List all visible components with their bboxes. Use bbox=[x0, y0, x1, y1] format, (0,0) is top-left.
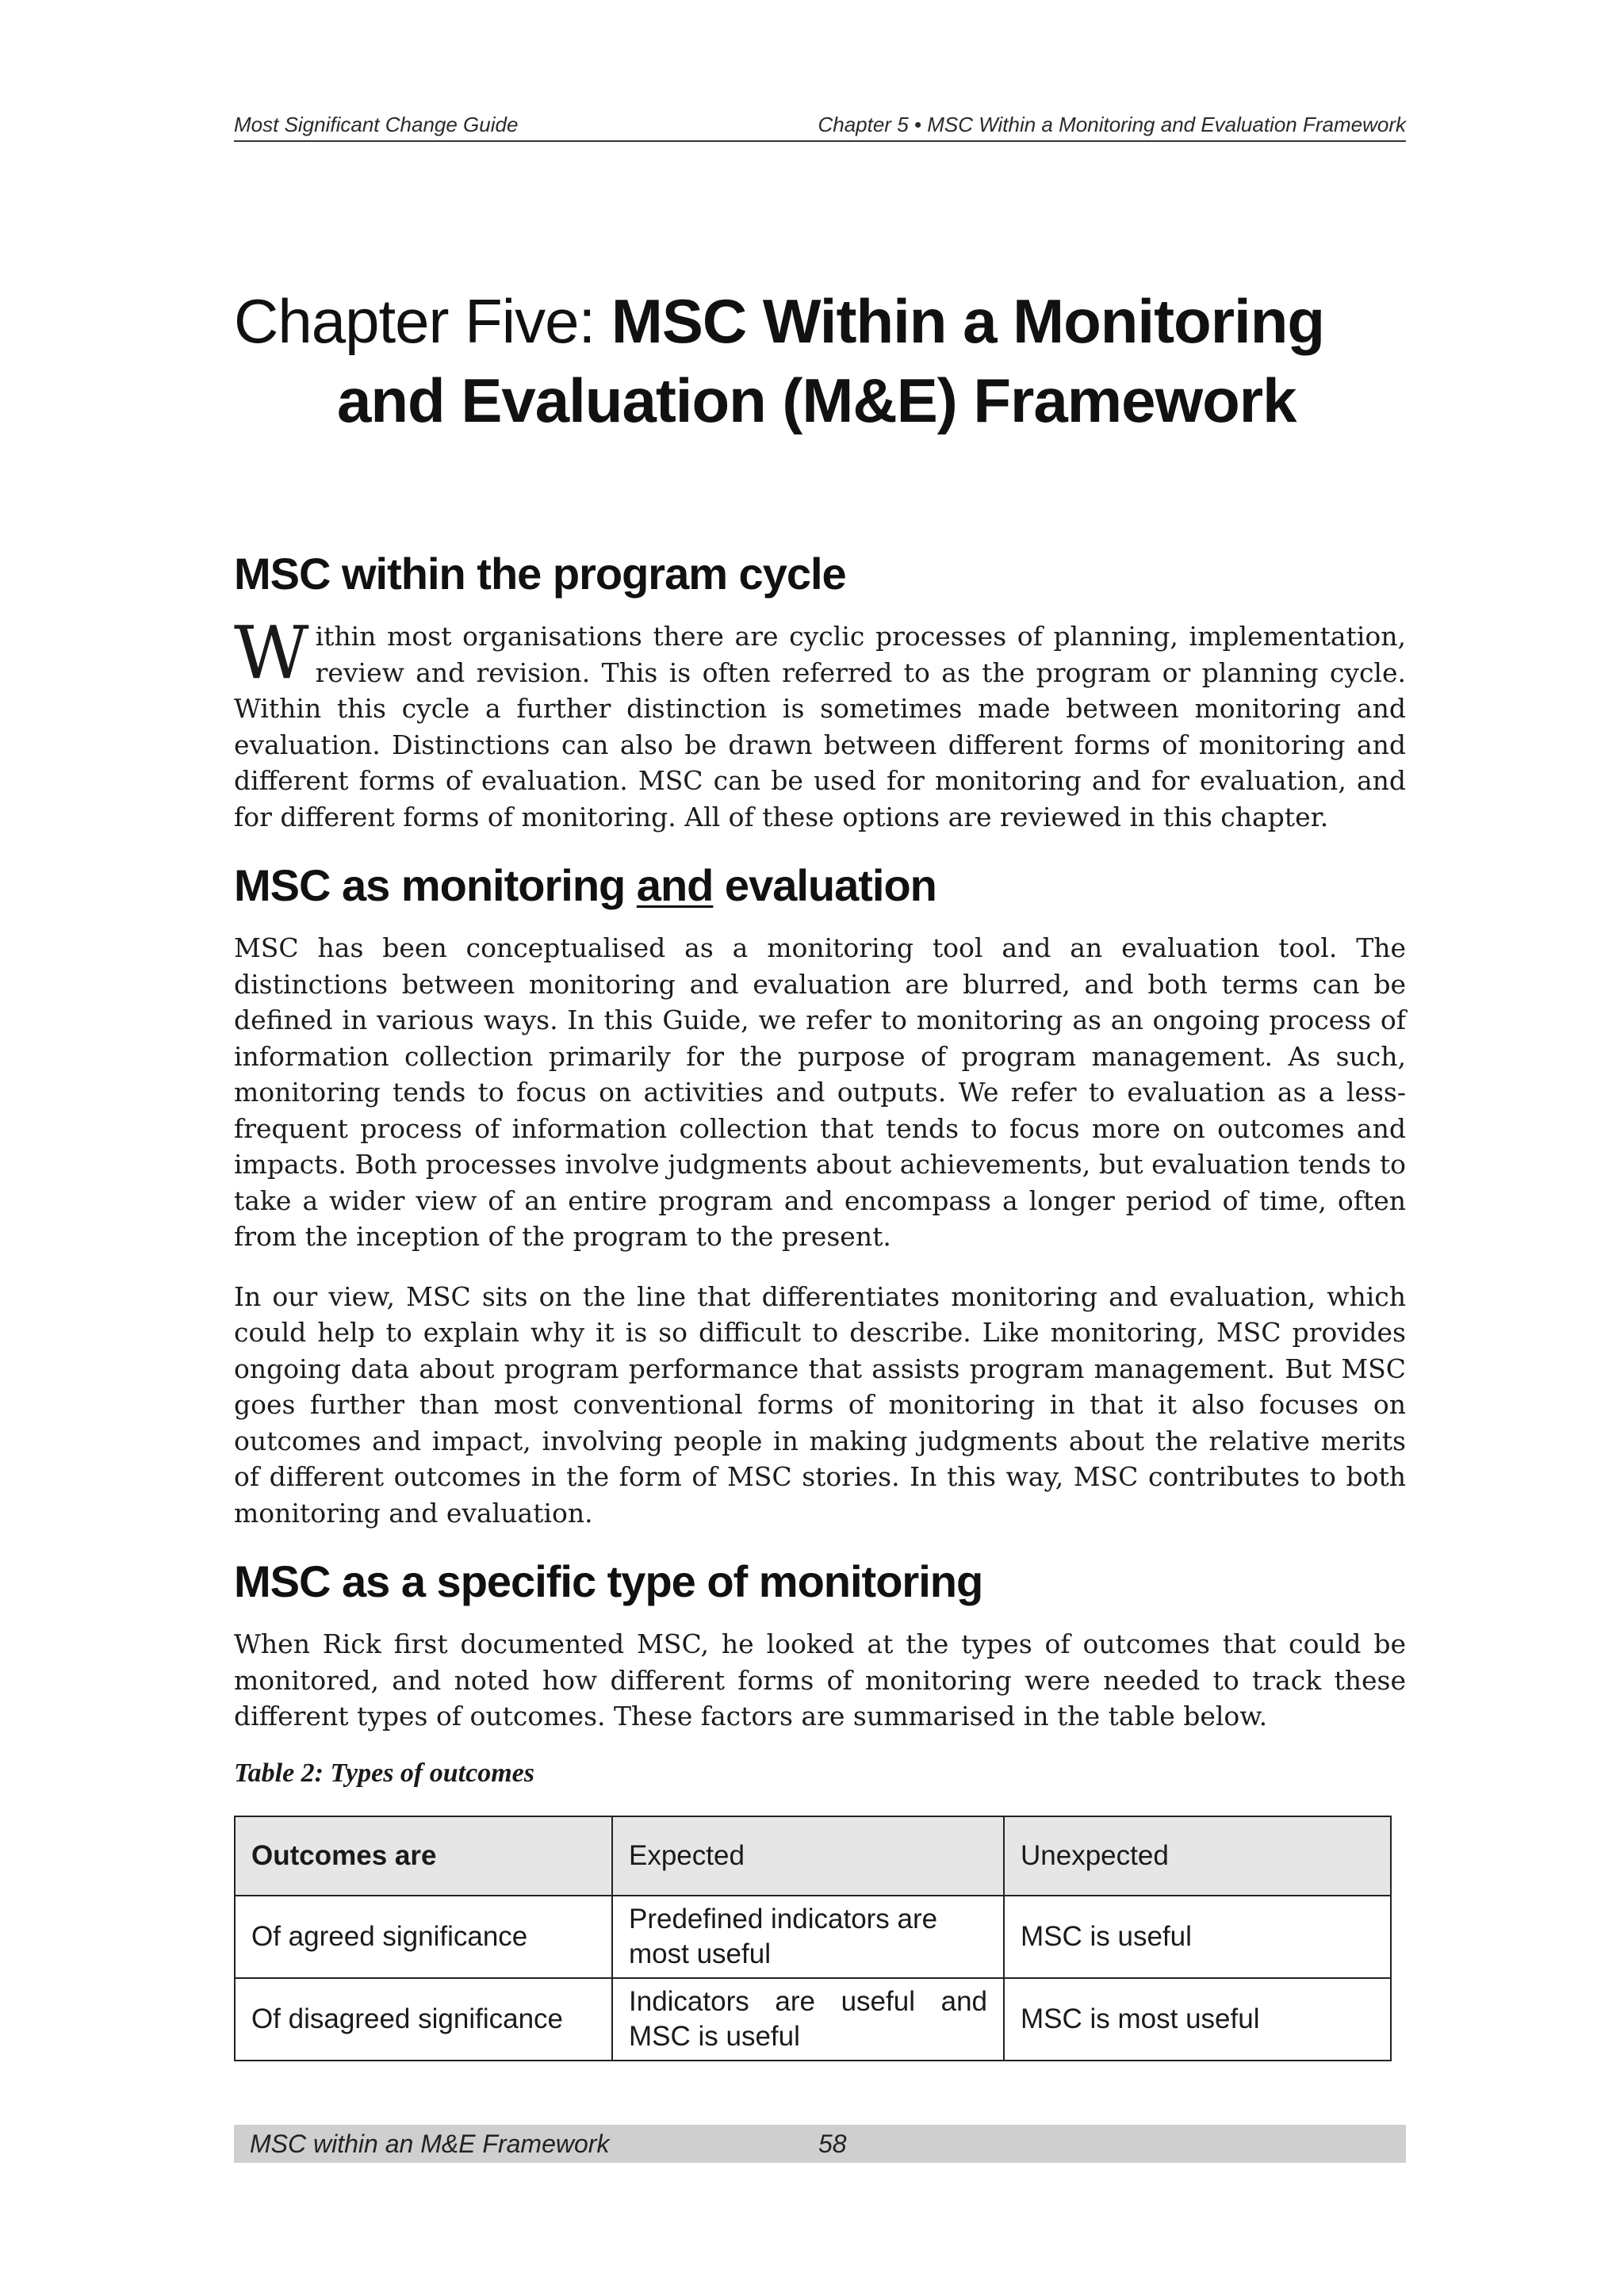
page-number: 58 bbox=[818, 2130, 847, 2158]
main-content bbox=[234, 547, 1406, 2061]
drop-cap: W bbox=[234, 610, 309, 695]
table-cell: Predefined indicators are most useful bbox=[612, 1896, 1004, 1978]
page-footer bbox=[234, 2125, 1406, 2163]
table-cell: Indicators are useful and MSC is useful bbox=[612, 1978, 1004, 2061]
table-row bbox=[235, 1896, 1391, 1978]
running-header bbox=[234, 113, 1406, 142]
table-cell: MSC is useful bbox=[1004, 1896, 1391, 1978]
section-specific-monitoring bbox=[234, 1555, 1406, 2061]
section-heading: MSC as a specific type of monitoring bbox=[234, 1556, 983, 1606]
section-program-cycle bbox=[234, 547, 1406, 835]
heading-underlined-word: and bbox=[636, 860, 714, 910]
table-cell: Of disagreed significance bbox=[235, 1978, 612, 2061]
paragraph-text: ithin most organisations there are cyclic processes of planning, implementation, review and revision. This is often referred to as the program or planning cycle. Within this cycle a further distinction is sometimes made between monitoring and evaluation. Distinctions can also be drawn between different forms of monitoring and different forms of evaluation. MSC can be used for monitoring and for evaluation, and for different forms of monitoring. All of these options are reviewed in this chapter. bbox=[234, 621, 1406, 832]
header-chapter-title: Chapter 5 • MSC Within a Monitoring and Evaluation Framework bbox=[818, 113, 1406, 136]
section-paragraph bbox=[234, 610, 1406, 835]
header-guide-title: Most Significant Change Guide bbox=[234, 113, 519, 136]
section-paragraph: When Rick first documented MSC, he looked at the types of outcomes that could be monitored, and noted how different forms of monitoring were needed to track these different types of outcomes. These factors are summarised in the table below. bbox=[234, 1628, 1406, 1732]
table-header-row bbox=[235, 1816, 1391, 1896]
chapter-title-line2: and Evaluation (M&E) Framework bbox=[337, 365, 1297, 435]
heading-part: MSC as monitoring bbox=[234, 860, 637, 910]
table-header-cell: Outcomes are bbox=[235, 1816, 612, 1896]
table-row bbox=[235, 1978, 1391, 2061]
table-header-cell: Unexpected bbox=[1004, 1816, 1391, 1896]
section-heading bbox=[234, 859, 1406, 913]
outcomes-table bbox=[234, 1816, 1392, 2061]
section-paragraph: In our view, MSC sits on the line that differentiates monitoring and evaluation, which could help to explain why it is so difficult to describe. Like monitoring, MSC provides ongoing data about program performance that assists program management. But MSC goes further than most conventional forms of monitoring in that it also focuses on outcomes and impact, involving people in making judgments about the relative merits of different outcomes in the form of MSC stories. In this way, MSC contributes to both monitoring and evaluation. bbox=[234, 1280, 1406, 1529]
section-paragraph: MSC has been conceptualised as a monitoring tool and an evaluation tool. The distinctions between monitoring and evaluation are blurred, and both terms can be defined in various ways. In this Guide, we refer to monitoring as an ongoing process of information collection primarily for the purpose of program management. As such, monitoring tends to focus on activities and outputs. We refer to evaluation as a less-frequent process of information collection that tends to focus more on outcomes and impacts. Both processes involve judgments about achievements, but evaluation tends to take a wider view of an entire program and encompass a longer period of time, often from the inception of the program to the present. bbox=[234, 932, 1406, 1252]
chapter-title bbox=[234, 281, 1324, 440]
table-cell: MSC is most useful bbox=[1004, 1978, 1391, 2061]
chapter-prefix: Chapter Five: bbox=[234, 286, 611, 356]
section-heading: MSC within the program cycle bbox=[234, 549, 846, 599]
section-monitoring-and-evaluation bbox=[234, 859, 1406, 1531]
table-caption: Table 2: Types of outcomes bbox=[234, 1758, 534, 1788]
chapter-title-line1: MSC Within a Monitoring bbox=[611, 286, 1325, 356]
table-header-cell: Expected bbox=[612, 1816, 1004, 1896]
footer-title: MSC within an M&E Framework bbox=[250, 2130, 610, 2158]
table-cell: Of agreed significance bbox=[235, 1896, 612, 1978]
heading-part: evaluation bbox=[713, 860, 936, 910]
